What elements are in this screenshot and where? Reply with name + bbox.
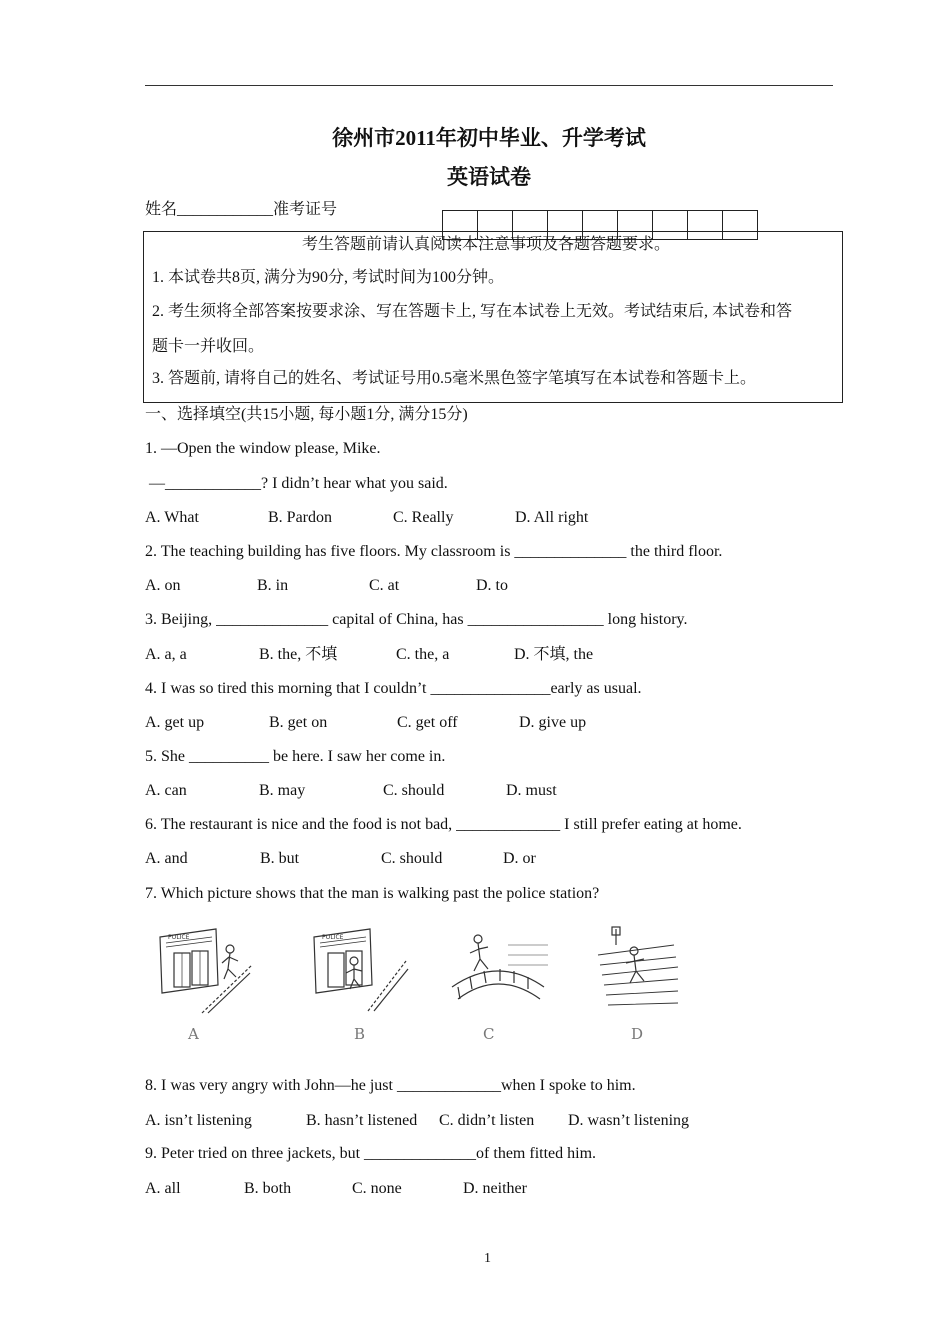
option-b[interactable]: B. in bbox=[257, 577, 289, 594]
option-d[interactable]: D. to bbox=[476, 577, 508, 594]
option-b[interactable]: B. both bbox=[244, 1180, 292, 1197]
exam-subtitle: 英语试卷 bbox=[447, 165, 531, 189]
option-d[interactable]: D. give up bbox=[519, 714, 587, 731]
option-c[interactable]: C. should bbox=[381, 850, 443, 867]
question-stem: 9. Peter tried on three jackets, but ______________of them fitted him. bbox=[145, 1145, 597, 1162]
option-b[interactable]: B. the, 不填 bbox=[259, 646, 338, 663]
notice-heading: 考生答题前请认真阅读本注意事项及各题答题要求。 bbox=[302, 236, 671, 253]
option-b[interactable]: B. but bbox=[260, 850, 300, 867]
picture-label: A bbox=[188, 1025, 199, 1043]
option-d[interactable]: D. All right bbox=[515, 509, 589, 526]
picture-label: C bbox=[483, 1025, 495, 1043]
option-a[interactable]: A. What bbox=[145, 509, 199, 526]
question-stem: 8. I was very angry with John—he just _____________when I spoke to him. bbox=[145, 1077, 636, 1094]
option-a[interactable]: A. isn’t listening bbox=[145, 1112, 252, 1129]
picture-c[interactable] bbox=[448, 925, 550, 1015]
question-stem: 4. I was so tired this morning that I couldn’t _______________early as usual. bbox=[145, 680, 642, 697]
picture-b[interactable] bbox=[308, 925, 410, 1015]
question-stem: 7. Which picture shows that the man is walking past the police station? bbox=[145, 885, 600, 902]
picture-label: D bbox=[631, 1025, 644, 1043]
notice-item: 题卡一并收回。 bbox=[152, 338, 265, 355]
option-c[interactable]: C. should bbox=[383, 782, 445, 799]
option-b[interactable]: B. may bbox=[259, 782, 306, 799]
question-stem: —____________? I didn’t hear what you said. bbox=[145, 475, 448, 492]
option-d[interactable]: D. or bbox=[503, 850, 536, 867]
option-a[interactable]: A. a, a bbox=[145, 646, 187, 663]
notice-item: 1. 本试卷共8页, 满分为90分, 考试时间为100分钟。 bbox=[152, 269, 505, 286]
option-d[interactable]: D. 不填, the bbox=[514, 646, 594, 663]
page-number: 1 bbox=[484, 1251, 491, 1266]
option-d[interactable]: D. wasn’t listening bbox=[568, 1112, 690, 1129]
option-c[interactable]: C. the, a bbox=[396, 646, 450, 663]
notice-item: 3. 答题前, 请将自己的姓名、考试证号用0.5毫米黑色签字笔填写在本试卷和答题卡上。 bbox=[152, 370, 757, 387]
question-stem: 3. Beijing, ______________ capital of China, has _________________ long history. bbox=[145, 611, 688, 628]
notice-item: 2. 考生须将全部答案按要求涂、写在答题卡上, 写在本试卷上无效。考试结束后, 本试卷和答 bbox=[152, 303, 793, 320]
option-c[interactable]: C. none bbox=[352, 1180, 402, 1197]
header-rule bbox=[145, 85, 833, 86]
question-stem: 5. She __________ be here. I saw her come in. bbox=[145, 748, 446, 765]
option-a[interactable]: A. all bbox=[145, 1180, 181, 1197]
question-stem: 2. The teaching building has five floors. My classroom is ______________ the third floor. bbox=[145, 543, 723, 560]
option-a[interactable]: A. get up bbox=[145, 714, 205, 731]
svg-text:POLICE: POLICE bbox=[322, 934, 344, 941]
question-stem: 1. —Open the window please, Mike. bbox=[145, 440, 381, 457]
svg-text:POLICE: POLICE bbox=[168, 934, 190, 941]
exam-title: 徐州市2011年初中毕业、升学考试 bbox=[332, 126, 646, 150]
option-a[interactable]: A. can bbox=[145, 782, 187, 799]
option-b[interactable]: B. get on bbox=[269, 714, 328, 731]
name-label: 姓名____________准考证号 bbox=[145, 201, 338, 218]
section-heading: 一、选择填空(共15小题, 每小题1分, 满分15分) bbox=[145, 406, 468, 423]
option-c[interactable]: C. get off bbox=[397, 714, 458, 731]
picture-label: B bbox=[354, 1025, 366, 1043]
option-c[interactable]: C. at bbox=[369, 577, 400, 594]
option-a[interactable]: A. on bbox=[145, 577, 181, 594]
option-c[interactable]: C. Really bbox=[393, 509, 454, 526]
option-c[interactable]: C. didn’t listen bbox=[439, 1112, 535, 1129]
question-stem: 6. The restaurant is nice and the food is not bad, _____________ I still prefer eating at home. bbox=[145, 816, 742, 833]
option-d[interactable]: D. must bbox=[506, 782, 557, 799]
option-b[interactable]: B. hasn’t listened bbox=[306, 1112, 418, 1129]
option-d[interactable]: D. neither bbox=[463, 1180, 527, 1197]
picture-d[interactable] bbox=[594, 925, 680, 1015]
option-b[interactable]: B. Pardon bbox=[268, 509, 332, 526]
picture-a[interactable] bbox=[152, 925, 254, 1015]
option-a[interactable]: A. and bbox=[145, 850, 188, 867]
